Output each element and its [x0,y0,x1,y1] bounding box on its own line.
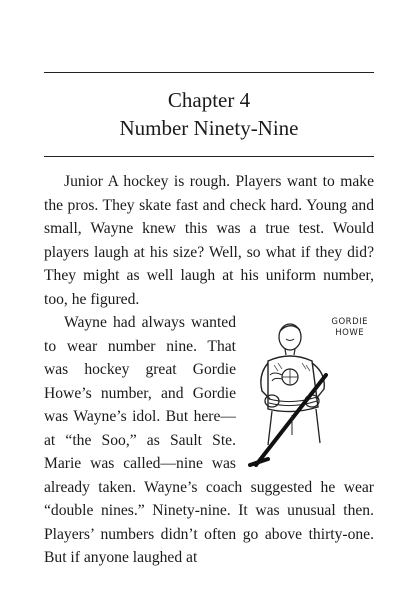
gordie-howe-illustration [246,315,374,467]
paragraph-1: Junior A hockey is rough. Players want to make the pros. They skate fast and check hard. Young and small, Wayne knew this was a true test. Would players laugh at his size? Well, so what if they did? They might as well laugh at his uniform number, too, he figured. [44,173,374,308]
chapter-heading [44,86,374,142]
bottom-rule [44,156,374,157]
paragraph-2: Wayne had always wanted to wear number nine. That was hockey great Gordie Howe’s number, and Gordie was Wayne’s idol. But here—at “the Soo,” as Sault Ste. Marie was called—nine was already taken. Wayne’s coach suggested he wear “double nines.” Ninety-nine. It was unusual then. Players’ numbers didn’t often go above thirty-one. But if anyone laughed at [44,314,374,566]
top-rule [44,72,374,73]
illustration-label: GORDIE HOWE [331,317,368,338]
chapter-number: Chapter 4 [167,88,251,112]
chapter-title: Number Ninety-Nine [119,116,299,140]
body-text [44,170,374,570]
